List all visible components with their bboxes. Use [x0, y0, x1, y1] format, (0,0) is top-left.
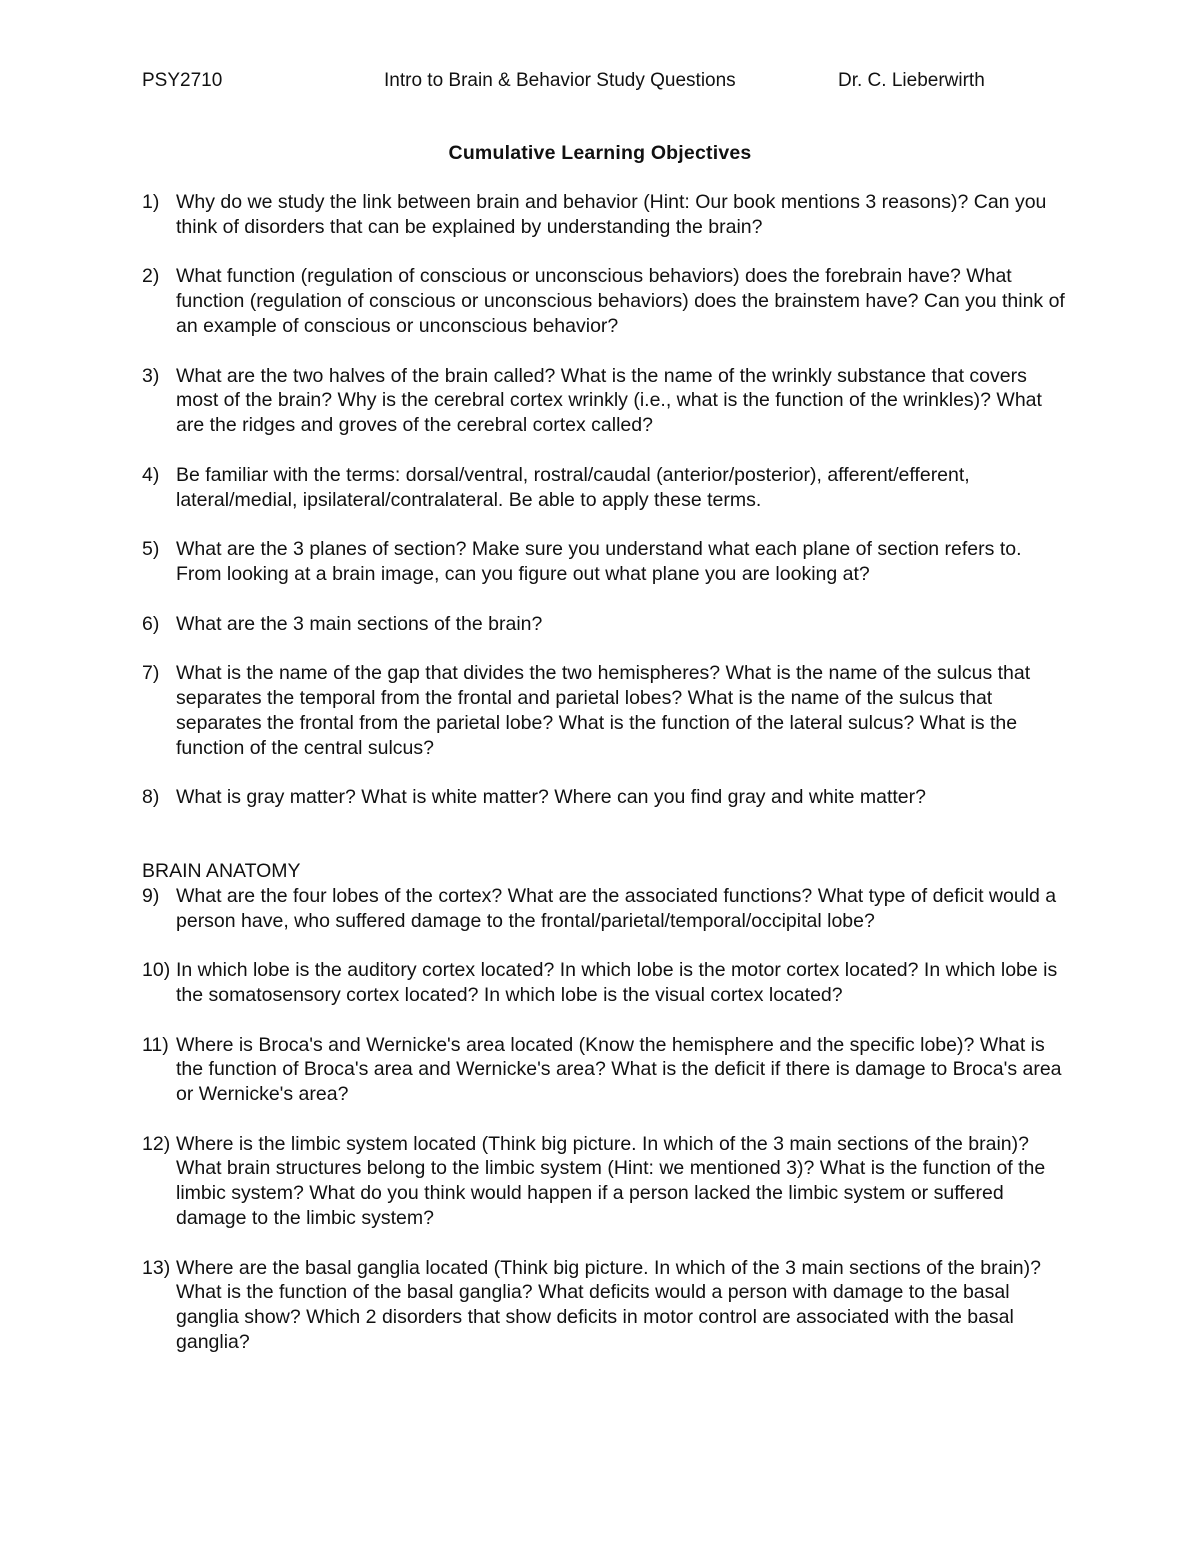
question-text: Where is Broca's and Wernicke's area located (Know the hemisphere and the specific lobe)? What is the function of Broca's area and Wernicke's area? What is the deficit if there is damage to Broca's area or Wernicke's area?	[176, 1033, 1062, 1106]
question-text: What are the 3 planes of section? Make sure you understand what each plane of section refers to. From looking at a brain image, can you figure out what plane you are looking at?	[176, 538, 1022, 585]
header-title: Intro to Brain & Behavior Study Questions	[384, 70, 736, 91]
question-number: 1)	[142, 191, 160, 213]
document-title: Cumulative Learning Objectives	[448, 142, 752, 164]
question-number: 12)	[142, 1132, 171, 1155]
instructor-name: Dr. C. Lieberwirth	[838, 70, 985, 91]
question-item	[142, 785, 1072, 810]
question-text: What is gray matter? What is white matter? Where can you find gray and white matter?	[176, 786, 926, 809]
question-item	[142, 190, 1072, 240]
question-number: 8)	[142, 786, 160, 809]
question-text: What are the four lobes of the cortex? What are the associated functions? What type of deficit would a person have, who suffered damage to the frontal/parietal/temporal/occipital lobe?	[176, 884, 1057, 932]
question-item	[142, 958, 1072, 1008]
page-header	[0, 70, 1200, 96]
question-text: What are the 3 main sections of the brain?	[176, 612, 543, 635]
question-number: 6)	[142, 612, 160, 635]
question-text: Why do we study the link between brain and behavior (Hint: Our book mentions 3 reasons)? Can you think of disorders that can be explained by understanding the brain?	[176, 191, 1047, 238]
question-item	[142, 1033, 1072, 1107]
course-code: PSY2710	[142, 70, 223, 91]
question-item	[142, 1132, 1072, 1231]
question-item	[142, 612, 1072, 637]
question-text: In which lobe is the auditory cortex located? In which lobe is the motor cortex located? In which lobe is the somatosensory cortex located? In which lobe is the visual cortex located?	[176, 959, 1058, 1006]
question-text: Where are the basal ganglia located (Think big picture. In which of the 3 main sections of the brain)? What is the function of the basal ganglia? What deficits would a person with damage to the basal ganglia show? Which 2 disorders that show deficits in motor control are associated with the basal ganglia?	[176, 1256, 1041, 1354]
question-number: 11)	[142, 1033, 169, 1056]
question-number: 3)	[142, 364, 160, 387]
question-item	[142, 1256, 1072, 1355]
question-number: 4)	[142, 463, 160, 486]
question-item	[142, 884, 1072, 934]
question-number: 10)	[142, 959, 171, 982]
question-item	[142, 264, 1072, 338]
question-text: Be familiar with the terms: dorsal/ventral, rostral/caudal (anterior/posterior), afferent/efferent, lateral/medial, ipsilateral/contralateral. Be able to apply these terms.	[176, 463, 970, 511]
question-item	[142, 661, 1072, 760]
question-item	[142, 364, 1072, 438]
question-text: What are the two halves of the brain called? What is the name of the wrinkly substance that covers most of the brain? Why is the cerebral cortex wrinkly (i.e., what is the function of the wrinkles)? What are the ridges and groves of the cerebral cortex called?	[176, 364, 1042, 437]
question-list	[142, 190, 1072, 1380]
question-text: Where is the limbic system located (Think big picture. In which of the 3 main sections of the brain)? What brain structures belong to the limbic system (Hint: we mentioned 3)? What is the function of the limbic system? What do you think would happen if a person lacked the limbic system or suffered damage to the limbic system?	[176, 1132, 1046, 1230]
question-text: What is the name of the gap that divides the two hemispheres? What is the name of the sulcus that separates the temporal from the frontal and parietal lobes? What is the name of the sulcus that separates the frontal from the parietal lobe? What is the function of the lateral sulcus? What is the function of the central sulcus?	[176, 662, 1031, 759]
question-item	[142, 537, 1072, 587]
section-heading-brain-anatomy: BRAIN ANATOMY	[142, 859, 301, 882]
question-number: 5)	[142, 538, 160, 561]
question-number: 2)	[142, 265, 160, 288]
question-item	[142, 463, 1072, 513]
question-text: What function (regulation of conscious or unconscious behaviors) does the forebrain have? What function (regulation of conscious or unconscious behaviors) does the brainstem have? Can you think of an example of conscious or unconscious behavior?	[176, 265, 1065, 337]
question-number: 9)	[142, 884, 160, 907]
question-number: 7)	[142, 662, 160, 685]
question-number: 13)	[142, 1256, 171, 1279]
